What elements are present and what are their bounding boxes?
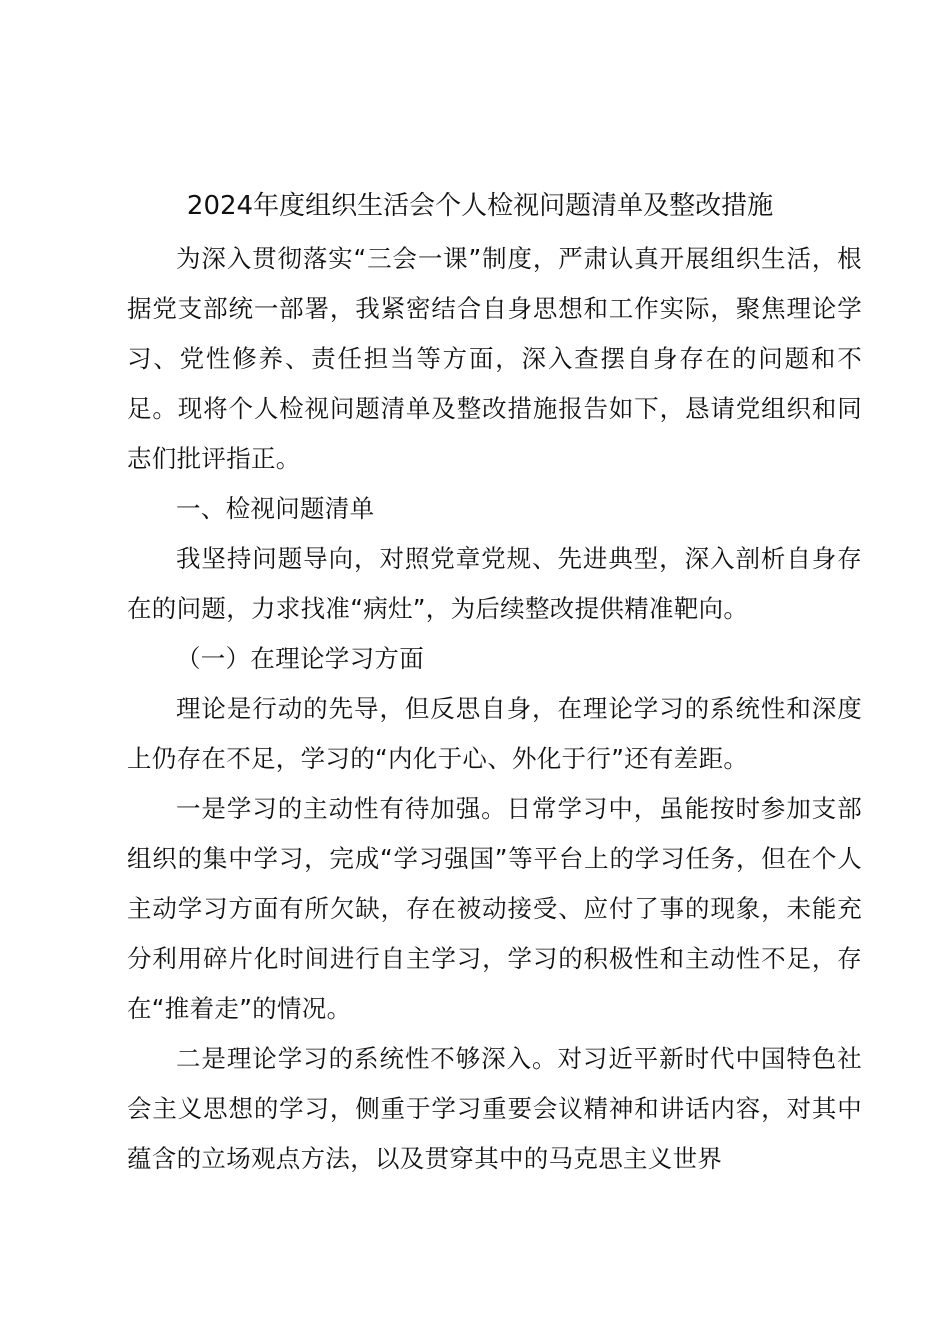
point-two-paragraph: 二是理论学习的系统性不够深入。对习近平新时代中国特色社会主义思想的学习，侧重于学习重要会议精神和讲话内容，对其中蕴含的立场观点方法，以及贯穿其中的马克思主义世界 bbox=[127, 1044, 862, 1173]
document-body bbox=[127, 234, 862, 1184]
section-heading-problem-list: 一、检视问题清单 bbox=[176, 494, 375, 523]
subsection-intro-paragraph: 理论是行动的先导，但反思自身，在理论学习的系统性和深度上仍存在不足，学习的“内化于心、外化于行”还有差距。 bbox=[127, 694, 862, 773]
subsection-heading-theory-study: （一）在理论学习方面 bbox=[176, 644, 424, 673]
document-title: 2024年度组织生活会个人检视问题清单及整改措施 bbox=[186, 191, 774, 221]
section-intro-paragraph: 我坚持问题导向，对照党章党规、先进典型，深入剖析自身存在的问题，力求找准“病灶”，为后续整改提供精准靶向。 bbox=[127, 544, 862, 623]
intro-paragraph: 为深入贯彻落实“三会一课”制度，严肃认真开展组织生活，根据党支部统一部署，我紧密结合自身思想和工作实际，聚焦理论学习、党性修养、责任担当等方面，深入查摆自身存在的问题和不足。现将个人检视问题清单及整改措施报告如下，恳请党组织和同志们批评指正。 bbox=[127, 244, 862, 473]
point-one-paragraph: 一是学习的主动性有待加强。日常学习中，虽能按时参加支部组织的集中学习，完成“学习强国”等平台上的学习任务，但在个人主动学习方面有所欠缺，存在被动接受、应付了事的现象，未能充分利用碎片化时间进行自主学习，学习的积极性和主动性不足，存在“推着走”的情况。 bbox=[127, 794, 862, 1023]
